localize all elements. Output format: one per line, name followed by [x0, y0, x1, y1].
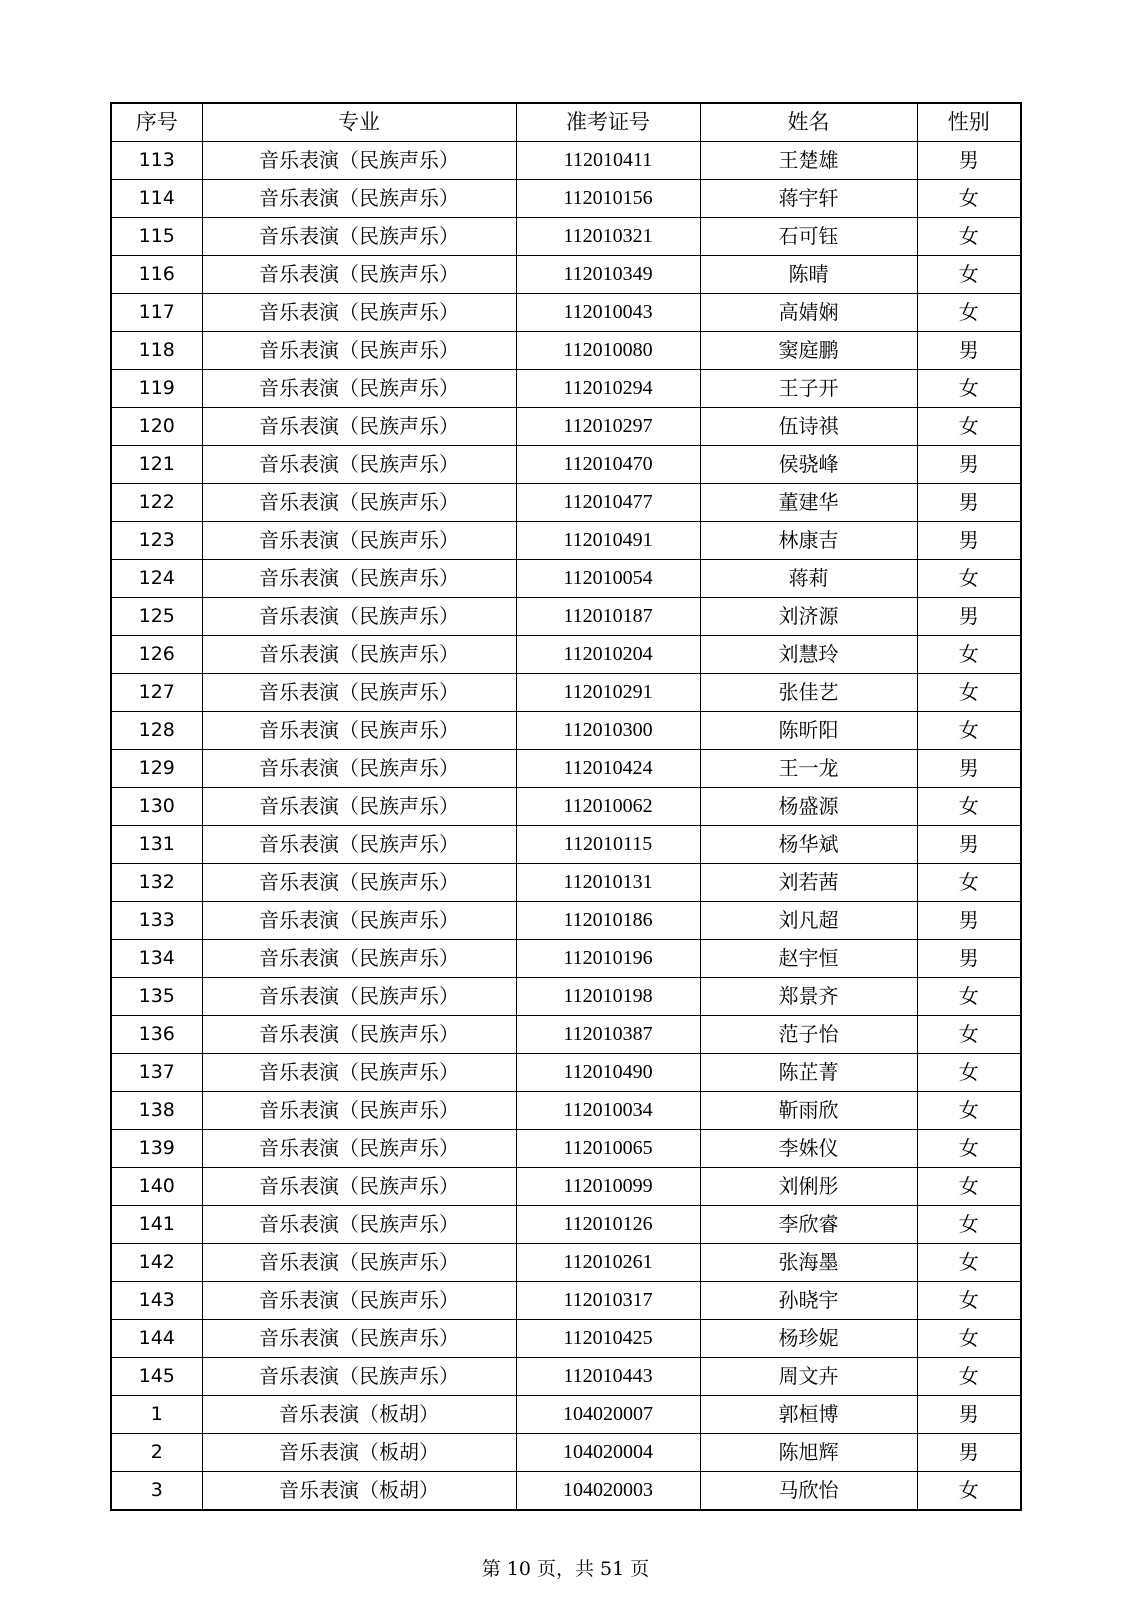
cell-seq: 113: [111, 142, 202, 180]
cell-exam-no: 112010187: [516, 598, 700, 636]
cell-name: 杨盛源: [700, 788, 917, 826]
table-row: [111, 142, 1021, 180]
header-exam-no: 准考证号: [516, 103, 700, 142]
cell-name: 陈晴: [700, 256, 917, 294]
cell-gender: 女: [917, 1244, 1021, 1282]
cell-exam-no: 112010196: [516, 940, 700, 978]
table-row: [111, 712, 1021, 750]
cell-seq: 138: [111, 1092, 202, 1130]
table-row: [111, 180, 1021, 218]
cell-major: 音乐表演（民族声乐）: [202, 864, 516, 902]
cell-exam-no: 112010490: [516, 1054, 700, 1092]
cell-major: 音乐表演（民族声乐）: [202, 1054, 516, 1092]
cell-seq: 129: [111, 750, 202, 788]
cell-gender: 女: [917, 712, 1021, 750]
cell-name: 侯骁峰: [700, 446, 917, 484]
cell-name: 赵宇恒: [700, 940, 917, 978]
cell-name: 李姝仪: [700, 1130, 917, 1168]
table-row: [111, 1206, 1021, 1244]
cell-exam-no: 104020007: [516, 1396, 700, 1434]
header-seq: 序号: [111, 103, 202, 142]
cell-seq: 118: [111, 332, 202, 370]
table-row: [111, 940, 1021, 978]
table-row: [111, 1396, 1021, 1434]
cell-seq: 143: [111, 1282, 202, 1320]
cell-major: 音乐表演（板胡）: [202, 1434, 516, 1472]
cell-gender: 女: [917, 788, 1021, 826]
header-name: 姓名: [700, 103, 917, 142]
cell-exam-no: 112010131: [516, 864, 700, 902]
table-row: [111, 1282, 1021, 1320]
table-row: [111, 484, 1021, 522]
cell-major: 音乐表演（民族声乐）: [202, 826, 516, 864]
cell-major: 音乐表演（民族声乐）: [202, 940, 516, 978]
cell-name: 陈昕阳: [700, 712, 917, 750]
cell-exam-no: 112010115: [516, 826, 700, 864]
cell-seq: 137: [111, 1054, 202, 1092]
table-row: [111, 522, 1021, 560]
table-row: [111, 788, 1021, 826]
cell-gender: 男: [917, 142, 1021, 180]
cell-exam-no: 112010186: [516, 902, 700, 940]
cell-name: 王楚雄: [700, 142, 917, 180]
cell-exam-no: 112010065: [516, 1130, 700, 1168]
header-row: [111, 103, 1021, 142]
table-row: [111, 370, 1021, 408]
cell-major: 音乐表演（民族声乐）: [202, 408, 516, 446]
cell-gender: 女: [917, 1282, 1021, 1320]
cell-exam-no: 112010294: [516, 370, 700, 408]
page-footer: 第 10 页，共 51 页: [481, 1558, 650, 1580]
cell-major: 音乐表演（民族声乐）: [202, 1320, 516, 1358]
cell-name: 范子怡: [700, 1016, 917, 1054]
cell-major: 音乐表演（民族声乐）: [202, 218, 516, 256]
cell-major: 音乐表演（民族声乐）: [202, 1282, 516, 1320]
cell-name: 杨珍妮: [700, 1320, 917, 1358]
cell-exam-no: 112010321: [516, 218, 700, 256]
cell-major: 音乐表演（民族声乐）: [202, 180, 516, 218]
table-row: [111, 864, 1021, 902]
cell-gender: 女: [917, 1206, 1021, 1244]
cell-major: 音乐表演（民族声乐）: [202, 712, 516, 750]
cell-major: 音乐表演（民族声乐）: [202, 332, 516, 370]
cell-seq: 128: [111, 712, 202, 750]
table-row: [111, 598, 1021, 636]
cell-gender: 女: [917, 636, 1021, 674]
cell-seq: 1: [111, 1396, 202, 1434]
table-row: [111, 408, 1021, 446]
cell-exam-no: 112010317: [516, 1282, 700, 1320]
cell-major: 音乐表演（民族声乐）: [202, 256, 516, 294]
cell-gender: 女: [917, 408, 1021, 446]
cell-major: 音乐表演（民族声乐）: [202, 446, 516, 484]
cell-major: 音乐表演（民族声乐）: [202, 370, 516, 408]
cell-exam-no: 112010297: [516, 408, 700, 446]
cell-seq: 131: [111, 826, 202, 864]
table-row: [111, 1130, 1021, 1168]
table-row: [111, 636, 1021, 674]
cell-exam-no: 112010204: [516, 636, 700, 674]
cell-seq: 115: [111, 218, 202, 256]
cell-gender: 女: [917, 1472, 1021, 1511]
cell-gender: 女: [917, 978, 1021, 1016]
cell-seq: 123: [111, 522, 202, 560]
cell-gender: 女: [917, 370, 1021, 408]
cell-name: 张海墨: [700, 1244, 917, 1282]
cell-seq: 119: [111, 370, 202, 408]
table-row: [111, 674, 1021, 712]
cell-major: 音乐表演（民族声乐）: [202, 1130, 516, 1168]
cell-exam-no: 112010080: [516, 332, 700, 370]
cell-major: 音乐表演（民族声乐）: [202, 522, 516, 560]
cell-seq: 126: [111, 636, 202, 674]
cell-name: 陈旭辉: [700, 1434, 917, 1472]
cell-name: 刘俐彤: [700, 1168, 917, 1206]
cell-seq: 142: [111, 1244, 202, 1282]
table-row: [111, 1092, 1021, 1130]
cell-major: 音乐表演（民族声乐）: [202, 598, 516, 636]
cell-gender: 女: [917, 1168, 1021, 1206]
table-row: [111, 826, 1021, 864]
cell-name: 刘凡超: [700, 902, 917, 940]
cell-name: 董建华: [700, 484, 917, 522]
cell-exam-no: 112010424: [516, 750, 700, 788]
cell-seq: 141: [111, 1206, 202, 1244]
cell-exam-no: 112010034: [516, 1092, 700, 1130]
table-row: [111, 978, 1021, 1016]
cell-major: 音乐表演（板胡）: [202, 1472, 516, 1511]
table-row: [111, 1054, 1021, 1092]
cell-exam-no: 112010261: [516, 1244, 700, 1282]
cell-exam-no: 112010099: [516, 1168, 700, 1206]
cell-seq: 120: [111, 408, 202, 446]
cell-exam-no: 112010491: [516, 522, 700, 560]
cell-gender: 男: [917, 522, 1021, 560]
cell-major: 音乐表演（民族声乐）: [202, 1244, 516, 1282]
cell-name: 李欣睿: [700, 1206, 917, 1244]
cell-gender: 男: [917, 940, 1021, 978]
cell-major: 音乐表演（民族声乐）: [202, 750, 516, 788]
table-row: [111, 294, 1021, 332]
cell-major: 音乐表演（民族声乐）: [202, 294, 516, 332]
cell-gender: 男: [917, 1396, 1021, 1434]
cell-name: 杨华斌: [700, 826, 917, 864]
cell-gender: 女: [917, 180, 1021, 218]
cell-gender: 女: [917, 218, 1021, 256]
cell-gender: 男: [917, 826, 1021, 864]
cell-seq: 145: [111, 1358, 202, 1396]
cell-exam-no: 104020003: [516, 1472, 700, 1511]
cell-seq: 136: [111, 1016, 202, 1054]
admission-list-table: [110, 102, 1022, 1511]
cell-gender: 男: [917, 446, 1021, 484]
table-row: [111, 1358, 1021, 1396]
cell-gender: 女: [917, 256, 1021, 294]
cell-gender: 男: [917, 902, 1021, 940]
cell-seq: 121: [111, 446, 202, 484]
cell-name: 蒋宇轩: [700, 180, 917, 218]
cell-name: 林康吉: [700, 522, 917, 560]
cell-gender: 女: [917, 1016, 1021, 1054]
cell-major: 音乐表演（民族声乐）: [202, 1092, 516, 1130]
table-row: [111, 1472, 1021, 1511]
table-row: [111, 256, 1021, 294]
cell-name: 刘济源: [700, 598, 917, 636]
cell-name: 张佳艺: [700, 674, 917, 712]
cell-major: 音乐表演（民族声乐）: [202, 674, 516, 712]
cell-name: 郭桓博: [700, 1396, 917, 1434]
cell-name: 孙晓宇: [700, 1282, 917, 1320]
cell-name: 王子开: [700, 370, 917, 408]
cell-exam-no: 112010300: [516, 712, 700, 750]
cell-seq: 133: [111, 902, 202, 940]
cell-major: 音乐表演（民族声乐）: [202, 1358, 516, 1396]
cell-exam-no: 112010477: [516, 484, 700, 522]
cell-name: 陈芷菁: [700, 1054, 917, 1092]
cell-gender: 女: [917, 1358, 1021, 1396]
cell-exam-no: 112010043: [516, 294, 700, 332]
table-row: [111, 560, 1021, 598]
cell-exam-no: 112010387: [516, 1016, 700, 1054]
cell-major: 音乐表演（民族声乐）: [202, 142, 516, 180]
cell-major: 音乐表演（民族声乐）: [202, 560, 516, 598]
cell-gender: 女: [917, 674, 1021, 712]
cell-gender: 男: [917, 332, 1021, 370]
cell-exam-no: 112010443: [516, 1358, 700, 1396]
cell-exam-no: 112010411: [516, 142, 700, 180]
cell-exam-no: 104020004: [516, 1434, 700, 1472]
cell-exam-no: 112010054: [516, 560, 700, 598]
table-row: [111, 446, 1021, 484]
cell-name: 刘若茜: [700, 864, 917, 902]
cell-gender: 男: [917, 1434, 1021, 1472]
cell-major: 音乐表演（民族声乐）: [202, 1206, 516, 1244]
cell-major: 音乐表演（民族声乐）: [202, 636, 516, 674]
cell-major: 音乐表演（民族声乐）: [202, 788, 516, 826]
cell-major: 音乐表演（民族声乐）: [202, 1168, 516, 1206]
cell-seq: 132: [111, 864, 202, 902]
cell-gender: 男: [917, 484, 1021, 522]
table-row: [111, 750, 1021, 788]
cell-seq: 135: [111, 978, 202, 1016]
cell-name: 郑景齐: [700, 978, 917, 1016]
cell-exam-no: 112010198: [516, 978, 700, 1016]
cell-name: 靳雨欣: [700, 1092, 917, 1130]
cell-seq: 3: [111, 1472, 202, 1511]
cell-seq: 139: [111, 1130, 202, 1168]
cell-seq: 134: [111, 940, 202, 978]
cell-seq: 2: [111, 1434, 202, 1472]
cell-major: 音乐表演（民族声乐）: [202, 1016, 516, 1054]
table-row: [111, 902, 1021, 940]
cell-major: 音乐表演（民族声乐）: [202, 902, 516, 940]
table-row: [111, 218, 1021, 256]
cell-seq: 114: [111, 180, 202, 218]
cell-gender: 女: [917, 1092, 1021, 1130]
table-row: [111, 1244, 1021, 1282]
header-major: 专业: [202, 103, 516, 142]
cell-name: 马欣怡: [700, 1472, 917, 1511]
cell-seq: 127: [111, 674, 202, 712]
cell-name: 窦庭鹏: [700, 332, 917, 370]
table-row: [111, 1434, 1021, 1472]
cell-exam-no: 112010470: [516, 446, 700, 484]
cell-seq: 140: [111, 1168, 202, 1206]
cell-gender: 女: [917, 1320, 1021, 1358]
cell-seq: 116: [111, 256, 202, 294]
cell-seq: 130: [111, 788, 202, 826]
cell-exam-no: 112010126: [516, 1206, 700, 1244]
cell-exam-no: 112010425: [516, 1320, 700, 1358]
cell-name: 周文卉: [700, 1358, 917, 1396]
table-row: [111, 332, 1021, 370]
cell-seq: 125: [111, 598, 202, 636]
header-gender: 性别: [917, 103, 1021, 142]
cell-major: 音乐表演（板胡）: [202, 1396, 516, 1434]
cell-gender: 女: [917, 864, 1021, 902]
cell-exam-no: 112010291: [516, 674, 700, 712]
cell-seq: 117: [111, 294, 202, 332]
cell-exam-no: 112010156: [516, 180, 700, 218]
cell-name: 高婧娴: [700, 294, 917, 332]
cell-name: 石可钰: [700, 218, 917, 256]
cell-name: 蒋莉: [700, 560, 917, 598]
cell-seq: 144: [111, 1320, 202, 1358]
cell-gender: 女: [917, 560, 1021, 598]
cell-exam-no: 112010062: [516, 788, 700, 826]
cell-major: 音乐表演（民族声乐）: [202, 484, 516, 522]
cell-exam-no: 112010349: [516, 256, 700, 294]
cell-seq: 122: [111, 484, 202, 522]
cell-gender: 男: [917, 598, 1021, 636]
table-row: [111, 1320, 1021, 1358]
cell-gender: 男: [917, 750, 1021, 788]
table-row: [111, 1016, 1021, 1054]
cell-name: 王一龙: [700, 750, 917, 788]
cell-gender: 女: [917, 1130, 1021, 1168]
cell-major: 音乐表演（民族声乐）: [202, 978, 516, 1016]
cell-name: 伍诗祺: [700, 408, 917, 446]
cell-gender: 女: [917, 294, 1021, 332]
cell-name: 刘慧玲: [700, 636, 917, 674]
table-row: [111, 1168, 1021, 1206]
cell-gender: 女: [917, 1054, 1021, 1092]
cell-seq: 124: [111, 560, 202, 598]
